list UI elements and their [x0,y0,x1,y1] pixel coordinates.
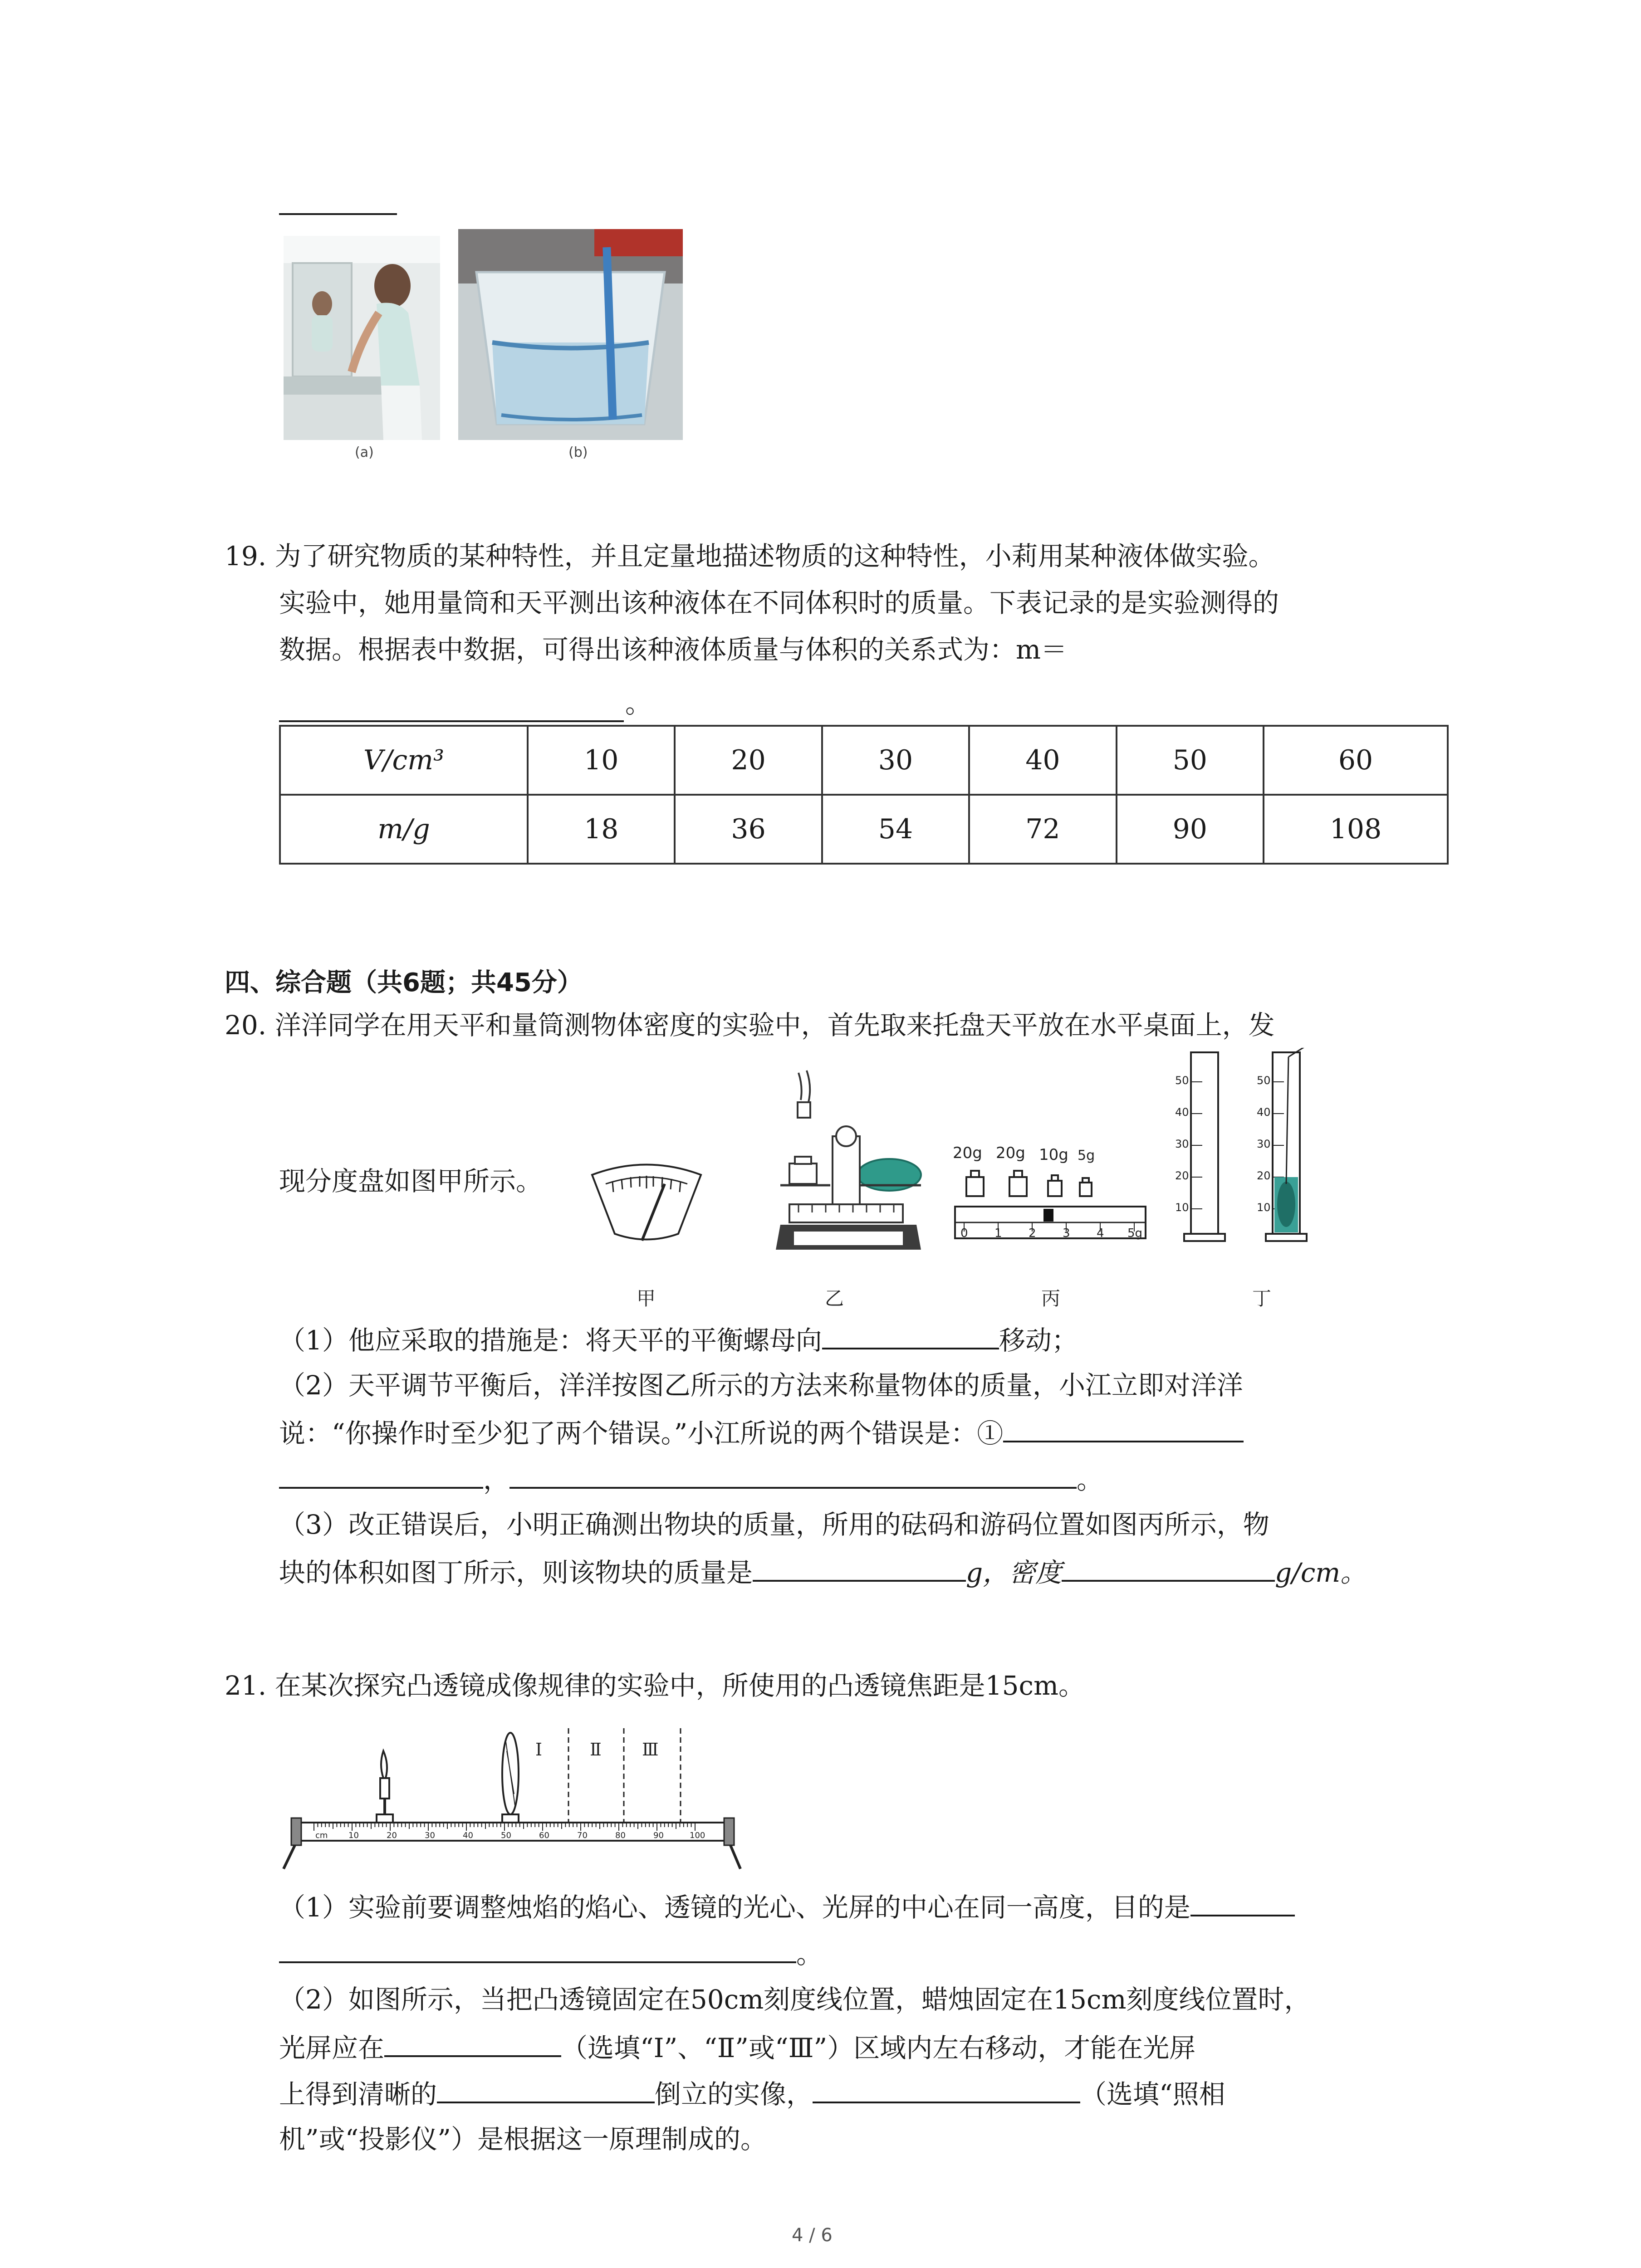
bench-tick: 60 [539,1831,549,1840]
answer-blank[interactable] [1003,1415,1244,1442]
table-cell: 20 [675,726,822,795]
table-cell: 60 [1264,726,1448,795]
q20-p3-unit: g，密度 [966,1557,1062,1588]
section-title: 四、综合题（共6题；共45分） [225,968,583,997]
region-label: Ⅲ [642,1740,659,1760]
table-cell: 90 [1117,795,1264,864]
q20-p3-line2 [279,1554,1367,1589]
cyl-tick: 50 [1175,1074,1189,1087]
q20-p3-line1: （3）改正错误后，小明正确测出物块的质量，所用的砝码和游码位置如图丙所示，物 [279,1509,1269,1540]
answer-blank[interactable] [822,1322,999,1349]
bench-tick: 20 [387,1831,397,1840]
answer-blank[interactable] [437,2076,655,2103]
bench-unit: cm [315,1831,328,1840]
q20-p3-text: 块的体积如图丁所示，则该物块的质量是 [279,1557,753,1588]
bench-tick: 70 [577,1831,588,1840]
table-cell: 18 [528,795,675,864]
q20-p2-line2 [279,1415,1244,1450]
q21-p2-text3: 上得到清晰的 [279,2079,437,2110]
fig-label-ding: 丁 [1252,1287,1272,1310]
q21-p2-text4: 倒立的实像， [655,2079,813,2110]
figure-optical-bench [281,1719,744,1873]
q21-p1-line2 [279,1936,823,1970]
q21-p2-line1: （2）如图所示，当把凸透镜固定在50cm刻度线位置，蜡烛固定在15cm刻度线位置时， [279,1984,1311,2015]
weight-label: 5g [1078,1148,1095,1163]
q21-p1-text: （1）实验前要调整烛焰的焰心、透镜的光心、光屏的中心在同一高度，目的是 [279,1892,1190,1923]
answer-blank[interactable] [279,1936,796,1963]
q20-line2: 现分度盘如图甲所示。 [279,1166,543,1197]
figure-ding-cylinders [1175,1048,1329,1256]
bench-tick: 10 [348,1831,359,1840]
answer-blank[interactable] [509,1461,1077,1489]
answer-blank[interactable] [1190,1889,1295,1916]
cyl-tick: 50 [1257,1074,1271,1087]
q21-p2-text5: （选填“照相 [1080,2079,1225,2110]
q19-line1: 19. 为了研究物质的某种特性，并且定量地描述物质的这种特性，小莉用某种液体做实验。 [225,541,1275,572]
photo-a-caption: (a) [355,445,374,460]
table-header-volume: V/cm³ [280,726,528,795]
q20-p1-text: （1）他应采取的措施是：将天平的平衡螺母向 [279,1325,822,1356]
cyl-tick: 10 [1175,1201,1189,1214]
q19-line2: 实验中，她用量筒和天平测出该种液体在不同体积时的质量。下表记录的是实验测得的 [279,587,1279,618]
weight-label: 10g [1039,1146,1068,1164]
bench-tick: 50 [501,1831,511,1840]
period: 。 [796,1939,823,1970]
cyl-tick: 40 [1257,1106,1271,1119]
q21-p1 [279,1889,1295,1924]
q21-p2-text: 光屏应在 [279,2033,385,2063]
region-label: Ⅰ [535,1740,543,1760]
cyl-tick: 30 [1175,1138,1189,1150]
table-cell: 36 [675,795,822,864]
table-header-mass: m/g [280,795,528,864]
scale-tick: 0 [960,1227,968,1240]
q20-line1: 20. 洋洋同学在用天平和量筒测物体密度的实验中，首先取来托盘天平放在水平桌面上，发 [225,1010,1275,1041]
table-row [280,726,1448,795]
scale-tick: 1 [994,1227,1002,1240]
fig-label-jia: 甲 [637,1287,656,1310]
figure-jia-dial [585,1157,708,1247]
answer-blank[interactable] [1062,1554,1275,1582]
bench-tick: 80 [615,1831,626,1840]
q20-p1-end: 移动； [999,1325,1078,1356]
table-cell: 108 [1264,795,1448,864]
cyl-tick: 10 [1257,1201,1271,1214]
q21-p2-line3 [279,2076,1225,2111]
bench-tick: 100 [690,1831,705,1840]
comma: ， [483,1464,510,1495]
scale-tick: 5g [1127,1227,1143,1240]
region-label: Ⅱ [590,1740,602,1760]
q21-p2-line2 [279,2030,1195,2064]
cyl-tick: 40 [1175,1106,1189,1119]
table-cell: 40 [969,726,1116,795]
table-cell: 30 [822,726,969,795]
q19-line3: 数据。根据表中数据，可得出该种液体质量与体积的关系式为：m＝ [279,634,1068,665]
answer-blank[interactable] [813,2076,1080,2103]
cyl-tick: 20 [1257,1169,1271,1182]
table-cell: 72 [969,795,1116,864]
page-number: 4 / 6 [792,2225,833,2246]
q20-p2-text: 说：“你操作时至少犯了两个错误。”小江所说的两个错误是：① [279,1418,1004,1449]
q21-line1: 21. 在某次探究凸透镜成像规律的实验中，所使用的凸透镜焦距是15cm。 [225,1670,1085,1701]
q19-line4-end: 。 [625,688,652,719]
q20-p2-line1: （2）天平调节平衡后，洋洋按图乙所示的方法来称量物体的质量，小江立即对洋洋 [279,1370,1243,1401]
bench-tick: 30 [425,1831,435,1840]
bench-tick: 40 [463,1831,473,1840]
period: 。 [1077,1464,1103,1495]
q19-data-table [279,725,1449,865]
q21-p2-line4: 机”或“投影仪”）是根据这一原理制成的。 [279,2124,767,2155]
photo-a-mirror [284,236,440,440]
scale-tick: 4 [1097,1227,1104,1240]
figure-yi-balance [771,1068,926,1259]
table-cell: 10 [528,726,675,795]
weight-label: 20g [953,1144,982,1162]
q19-answer-blank [279,720,624,722]
q20-p3-unit2: g/cm。 [1275,1557,1367,1588]
fig-label-yi: 乙 [825,1287,844,1310]
q21-p2-text2: （选填“Ⅰ”、“Ⅱ”或“Ⅲ”）区域内左右移动，才能在光屏 [561,2033,1196,2063]
photo-b-caption: (b) [568,445,588,460]
scale-tick: 3 [1063,1227,1070,1240]
answer-blank[interactable] [384,2030,561,2057]
answer-blank[interactable] [753,1554,966,1582]
q20-p2-line3 [279,1461,1103,1496]
cyl-tick: 20 [1175,1169,1189,1182]
photo-b-cup [458,229,683,440]
figure-bing-weights [953,1141,1148,1254]
fig-label-bing: 丙 [1041,1287,1061,1310]
table-cell: 50 [1117,726,1264,795]
answer-blank[interactable] [279,1461,483,1489]
cyl-tick: 30 [1257,1138,1271,1150]
table-row [280,795,1448,864]
answer-blank [279,213,397,215]
q20-p1 [279,1322,1078,1357]
weight-label: 20g [996,1144,1025,1162]
bench-tick: 90 [653,1831,664,1840]
table-cell: 54 [822,795,969,864]
scale-tick: 2 [1029,1227,1036,1240]
